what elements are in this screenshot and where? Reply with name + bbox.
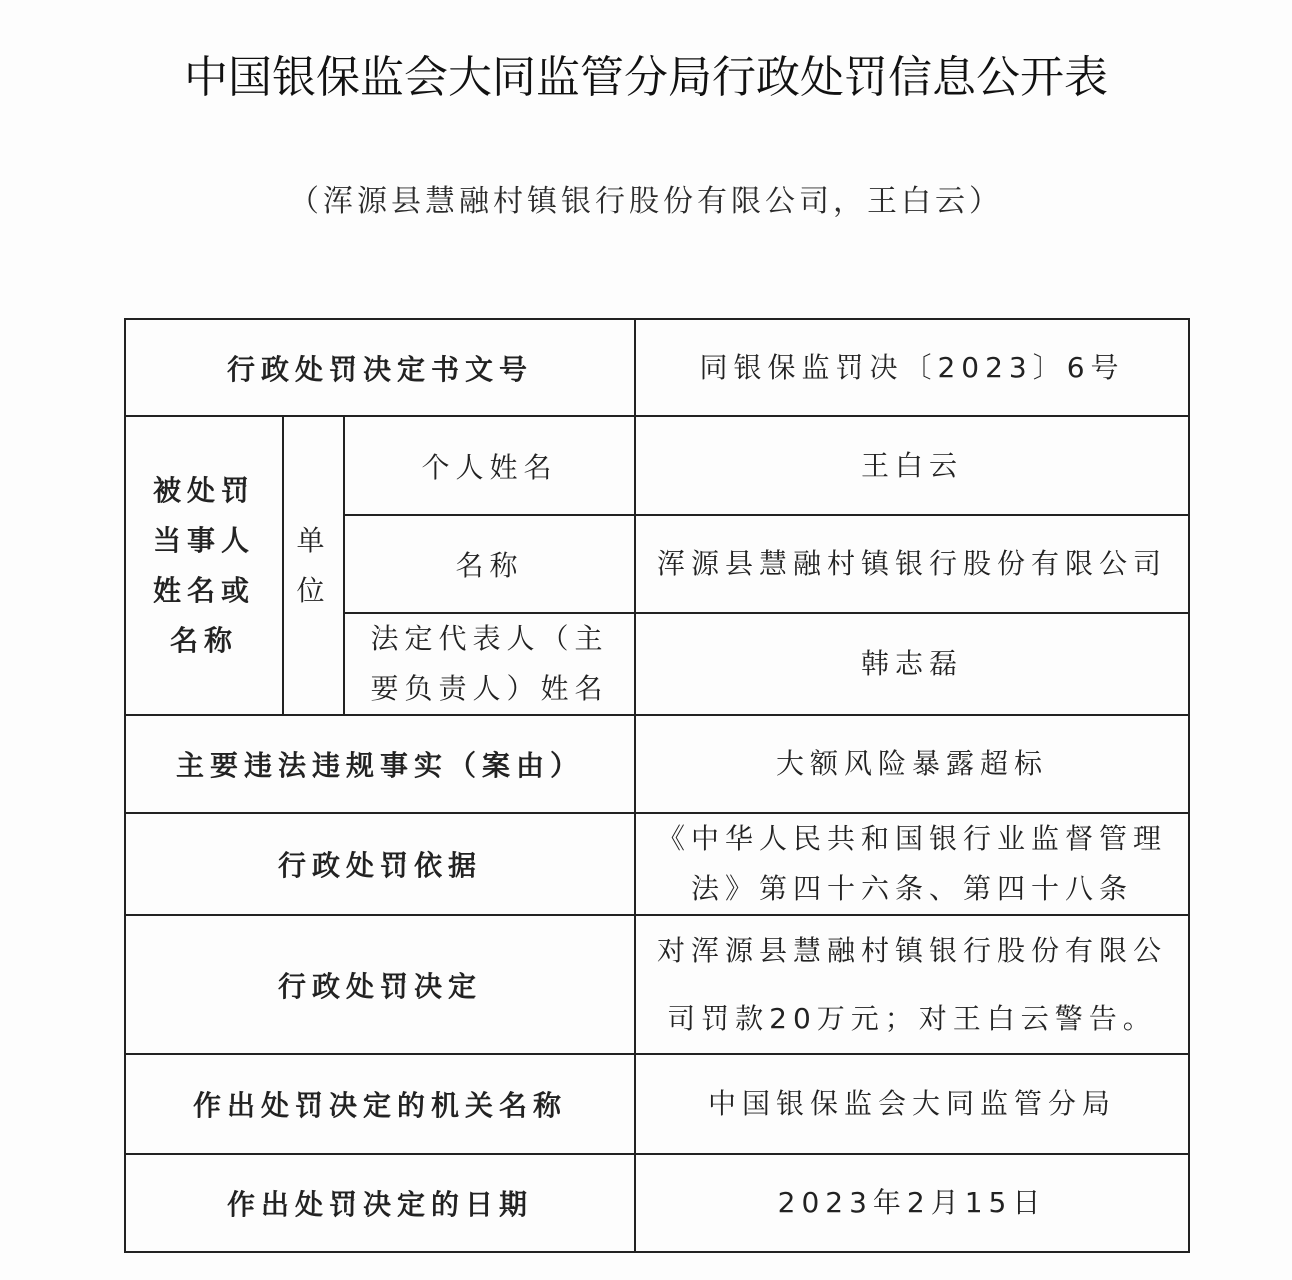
unit-label [283,416,344,715]
document-subtitle: （浑源县慧融村镇银行股份有限公司，王白云） [289,184,1003,219]
individual-name-label: 个人姓名 [344,416,635,515]
decision-label: 行政处罚决定 [125,915,635,1054]
table-row-decision-number [125,319,1189,416]
document-title: 中国银保监会大同监管分局行政处罚信息公开表 [184,52,1108,103]
basis-value-line: 《中华人民共和国银行业监督管理 [656,822,1167,855]
party-group-label [125,416,283,715]
table-row-individual-name [125,416,1189,515]
individual-name-value: 王白云 [635,416,1189,515]
party-group-label-line: 被处罚 [152,473,255,507]
date-label: 作出处罚决定的日期 [125,1154,635,1252]
decision-value-line: 对浑源县慧融村镇银行股份有限公 [656,933,1167,967]
unit-label-line: 位 [296,573,331,607]
party-group-label-line: 姓名或 [152,573,255,607]
authority-label: 作出处罚决定的机关名称 [125,1054,635,1154]
decision-number-value: 同银保监罚决〔2023〕6号 [635,319,1189,416]
table-row-authority [125,1054,1189,1154]
party-group-label-line: 名称 [169,623,238,657]
unit-name-label: 名称 [344,515,635,613]
decision-number-label: 行政处罚决定书文号 [125,319,635,416]
unit-name-value: 浑源县慧融村镇银行股份有限公司 [635,515,1189,613]
basis-value [635,813,1189,915]
table-row-basis [125,813,1189,915]
unit-label-line: 单 [296,523,331,557]
legal-rep-label-line: 要负责人）姓名 [370,672,609,705]
legal-rep-label [344,613,635,715]
violation-value: 大额风险暴露超标 [635,715,1189,813]
table-row-violation [125,715,1189,813]
table-row-date [125,1154,1189,1252]
date-value: 2023年2月15日 [635,1154,1189,1252]
party-group-label-line: 当事人 [152,523,255,557]
violation-label: 主要违法违规事实（案由） [125,715,635,813]
basis-label: 行政处罚依据 [125,813,635,915]
decision-value-line: 司罚款20万元；对王白云警告。 [667,1001,1157,1035]
legal-rep-value: 韩志磊 [635,613,1189,715]
legal-rep-label-line: 法定代表人（主 [370,622,609,655]
basis-value-line: 法》第四十六条、第四十八条 [690,872,1133,905]
table-row-decision [125,915,1189,1054]
decision-value [635,915,1189,1054]
authority-value: 中国银保监会大同监管分局 [635,1054,1189,1154]
penalty-info-table [124,318,1190,1253]
